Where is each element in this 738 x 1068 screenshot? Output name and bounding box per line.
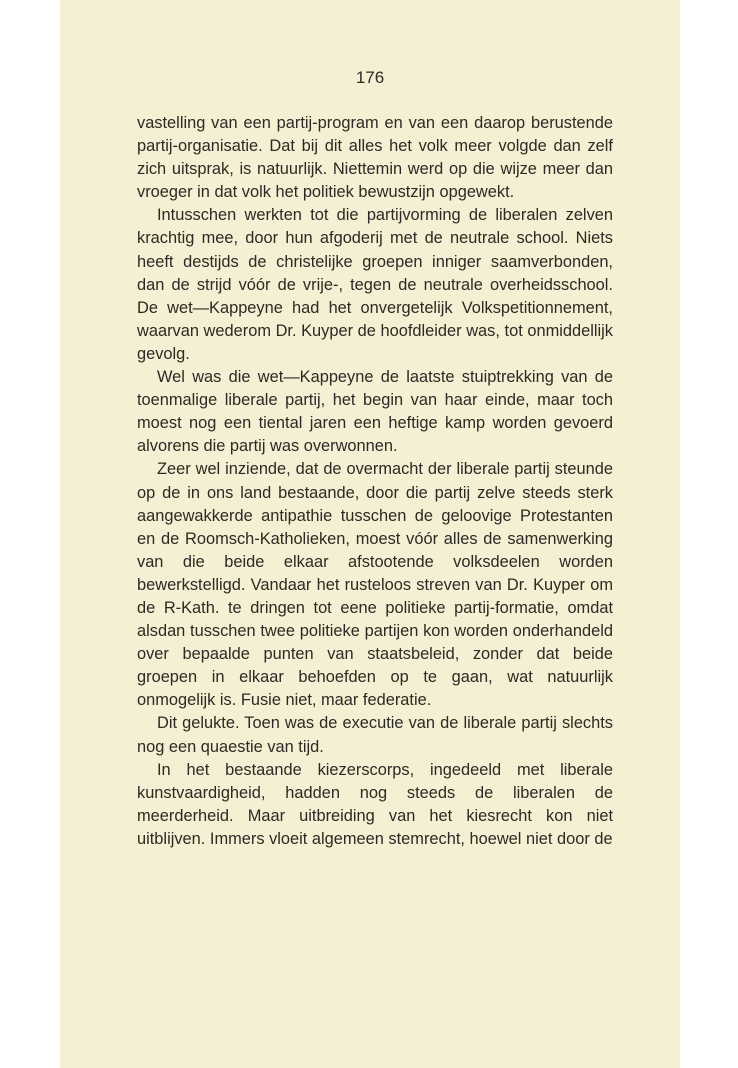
body-text <box>137 112 613 851</box>
paragraph: In het bestaande kiezerscorps, ingedeeld met liberale kunstvaardigheid, hadden nog steeds de liberalen de meerderheid. Maar uitbreiding van het kiesrecht kon niet uitblijven. Immers vloeit algemeen stemrecht, hoewel niet door de <box>137 760 613 848</box>
page-number: 176 <box>355 68 385 87</box>
book-page <box>60 0 680 1068</box>
paragraph: Dit gelukte. Toen was de executie van de liberale partij slechts nog een quaestie van tijd. <box>137 714 613 756</box>
paragraph: Wel was die wet—Kappeyne de laatste stuiptrekking van de toenmalige liberale partij, het begin van haar einde, maar toch moest nog een tiental jaren een heftige kamp worden gevoerd alvorens die partij was overwonnen. <box>137 368 613 456</box>
paragraph: vastelling van een partij-program en van een daarop berustende partij-organisatie. Dat bij dit alles het volk meer volgde dan zelf zich uitsprak, is natuurlijk. Niettemin werd op die wijze meer dan vroeger in dat volk het politiek bewustzijn opgewekt. <box>137 114 613 202</box>
paragraph: Zeer wel inziende, dat de overmacht der liberale partij steunde op de in ons land bestaande, door die partij zelve steeds sterk aangewakkerde antipathie tusschen de geloovige Protestanten en de Roomsch-Katholieken, moest vóór alles de samenwerking van die beide elkaar afstootende volksdeelen worden bewerkstelligd. Vandaar het rusteloos streven van Dr. Kuyper om de R-Kath. te dringen tot eene politieke partij-formatie, omdat alsdan tusschen twee politieke partijen kon worden onderhandeld over bepaalde punten van staatsbeleid, zonder dat beide groepen in elkaar behoefden op te gaan, wat natuurlijk onmogelijk is. Fusie niet, maar federatie. <box>137 460 613 710</box>
paragraph: Intusschen werkten tot die partijvorming de liberalen zelven krachtig mee, door hun afgoderij met de neutrale school. Niets heeft destijds de christelijke groepen inniger saamverbonden, dan de strijd vóór de vrije-, tegen de neutrale overheidsschool. De wet—Kappeyne had het onvergetelijk Volkspetitionnement, waarvan wederom Dr. Kuyper de hoofdleider was, tot onmiddellijk gevolg. <box>137 206 613 363</box>
